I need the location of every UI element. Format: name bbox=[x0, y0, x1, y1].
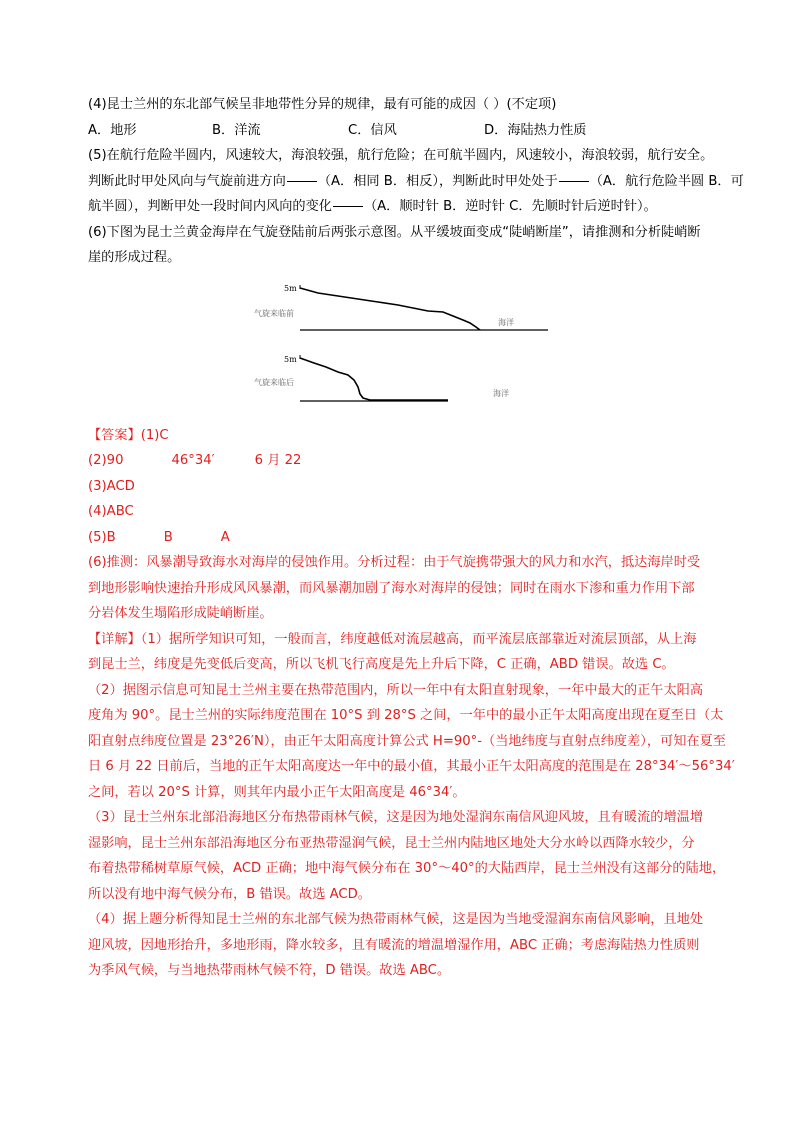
q4-option-c: C．信风 bbox=[348, 122, 397, 138]
q4-option-a: A．地形 bbox=[88, 122, 137, 138]
answer-value: (2)90 bbox=[88, 453, 124, 468]
answer-value: (1)C bbox=[140, 427, 169, 443]
detail-line: （3）昆士兰州东北部沿海地区分布热带雨林气候，这是因为地处湿润东南信风迎风坡，且有暖流的增温增 bbox=[88, 810, 704, 825]
answer-4: (4)ABC bbox=[88, 504, 134, 519]
height-label: 5m bbox=[284, 354, 297, 364]
q4-stem: (4)昆士兰州的东北部气候呈非地带性分异的规律，最有可能的成因（ ）(不定项) bbox=[88, 97, 557, 112]
sea-label: 海洋 bbox=[498, 317, 514, 327]
detail-4 bbox=[88, 907, 720, 984]
q5-line1: (5)在航行危险半圆内，风速较大，海浪较强，航行危险；在可航半圆内，风速较小，海浪较弱，航行安全。 bbox=[88, 148, 714, 163]
answer-line: 到地形影响快速抬升形成风风暴潮，而风暴潮加剧了海水对海岸的侵蚀；同时在雨水下渗和重力作用下部 bbox=[88, 580, 695, 596]
answer-value: A bbox=[220, 529, 230, 545]
detail-2 bbox=[88, 678, 735, 806]
q5-text: （A．航行危险半圆 B．可 bbox=[589, 173, 744, 189]
sea-label: 海洋 bbox=[493, 388, 509, 398]
answer-6 bbox=[88, 550, 720, 627]
answer-value: B bbox=[163, 529, 173, 545]
answer-5 bbox=[88, 525, 720, 551]
answer-line: (6)推测：风暴潮导致海水对海岸的侵蚀作用。分析过程：由于气旋携带强大的风力和水汽，抵达海岸时受 bbox=[88, 555, 701, 570]
profile-before bbox=[254, 284, 548, 330]
height-label: 5m bbox=[284, 283, 297, 293]
detail-text: （1）据所学知识可知，一般而言，纬度越低对流层越高，而平流层底部靠近对流层顶部，从上海 bbox=[140, 631, 697, 647]
coast-profile-figure bbox=[88, 275, 720, 415]
page bbox=[88, 92, 744, 984]
detail-line: 之间，若以 20°S 计算，则其年内最小正午太阳高度是 46°34′。 bbox=[88, 784, 466, 800]
q4-option-b: B．洋流 bbox=[212, 122, 261, 138]
q6-line1: (6)下图为昆士兰黄金海岸在气旋登陆前后两张示意图。从平缓坡面变成“陡峭断崖”，请推测和分析陡峭断 bbox=[88, 224, 701, 240]
detail-line: 度角为 90°。昆士兰州的实际纬度范围在 10°S 到 28°S 之间，一年中的最小正午太阳高度出现在夏至日（太 bbox=[88, 708, 724, 723]
q4-options bbox=[88, 118, 720, 144]
detail-3 bbox=[88, 805, 726, 907]
detail-line: 所以没有地中海气候分布，B 错误。故选 ACD。 bbox=[88, 886, 371, 902]
q5-blank-1 bbox=[287, 181, 317, 182]
answer-1 bbox=[88, 423, 720, 449]
detail-line: 为季风气候，与当地热带雨林气候不符，D 错误。故选 ABC。 bbox=[88, 963, 451, 978]
stage-label: 气旋来临前 bbox=[254, 308, 294, 318]
answer-3: (3)ACD bbox=[88, 478, 135, 494]
slope-line bbox=[300, 288, 480, 330]
q5-text: 判断此时甲处风向与气旋前进方向 bbox=[88, 173, 286, 189]
detail-line: （2）据图示信息可知昆士兰州主要在热带范围内，所以一年中有太阳直射现象，一年中最大的正午太阳高 bbox=[88, 682, 704, 698]
answer-tag: 【答案】 bbox=[88, 427, 141, 443]
answer-value: 46°34′ bbox=[171, 453, 215, 468]
detail-line: 迎风坡，因地形抬升，多地形雨，降水较多，且有暖流的增温增湿作用，ABC 正确；考虑海陆热力性质则 bbox=[88, 937, 700, 953]
profile-after bbox=[254, 355, 509, 401]
q5-text: （A．顺时针 B．逆时针 C．先顺时针后逆时针）。 bbox=[363, 199, 657, 214]
q5-blank-3 bbox=[333, 206, 363, 207]
answer-value: (5)B bbox=[88, 529, 116, 545]
detail-line: 日 6 月 22 日前后，当地的正午太阳高度达一年中的最小值，其最小正午太阳高度的范围是在 28°34′～56°34′ bbox=[88, 759, 735, 774]
coast-profile-diagram bbox=[248, 275, 548, 415]
answer-line: 分岩体发生塌陷形成陡峭断崖。 bbox=[88, 606, 273, 621]
q6-line2: 崖的形成过程。 bbox=[88, 250, 181, 265]
detail-tag: 【详解】 bbox=[88, 631, 141, 647]
detail-line: 到昆士兰，纬度是先变低后变高，所以飞机飞行高度是先上升后下降，C 正确，ABD 错误。故选 C。 bbox=[88, 657, 675, 672]
q5-text: （A．相同 B．相反），判断此时甲处处于 bbox=[317, 173, 558, 189]
q5-line2 bbox=[88, 169, 744, 195]
detail-line bbox=[88, 627, 720, 653]
q5-blank-2 bbox=[559, 181, 589, 182]
q5-line3 bbox=[88, 194, 720, 220]
stage-label: 气旋来临后 bbox=[254, 377, 294, 387]
detail-line: （4）据上题分析得知昆士兰州的东北部气候为热带雨林气候，这是因为当地受湿润东南信风影响，且地处 bbox=[88, 912, 704, 927]
detail-line: 布着热带稀树草原气候，ACD 正确；地中海气候分布在 30°～40°的大陆西岸，昆士兰州没有这部分的陆地， bbox=[88, 861, 726, 876]
detail-line: 湿影响，昆士兰州东部沿海地区分布亚热带湿润气候，昆士兰州内陆地区地处大分水岭以西降水较少，分 bbox=[88, 835, 695, 851]
q4-option-d: D．海陆热力性质 bbox=[484, 122, 587, 138]
answer-2 bbox=[88, 448, 720, 474]
detail-1 bbox=[88, 627, 720, 678]
q5-text: 航半圆），判断甲处一段时间内风向的变化 bbox=[88, 199, 332, 214]
detail-line: 阳直射点纬度位置是 23°26′N），由正午太阳高度计算公式 H=90°-（当地纬度与直射点纬度差），可知在夏至 bbox=[88, 733, 726, 749]
cliff-line bbox=[300, 358, 448, 400]
answer-value: 6 月 22 bbox=[254, 453, 302, 468]
